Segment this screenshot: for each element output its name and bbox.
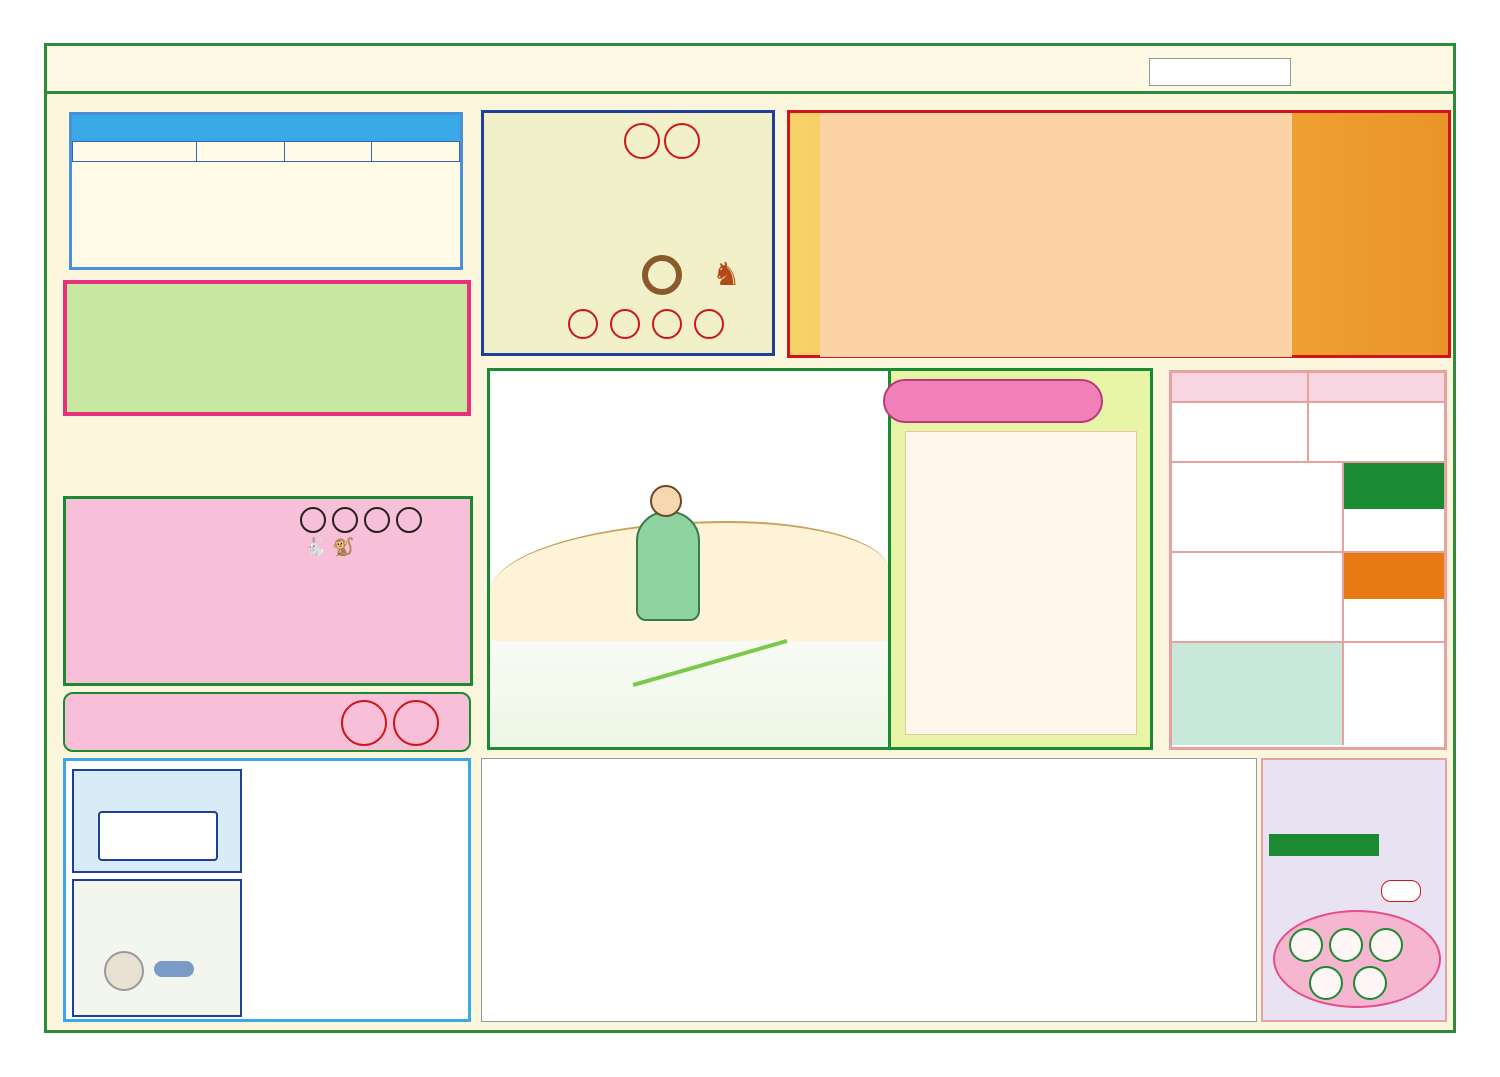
today-header-1 — [1172, 373, 1309, 403]
provide-ball — [694, 309, 724, 339]
header-gate — [73, 142, 197, 162]
sister-ball — [393, 700, 439, 746]
strategy-row-1 — [1289, 928, 1403, 962]
scholar-figure — [636, 511, 700, 621]
today-number-1 — [1172, 463, 1344, 551]
rodent-icon — [154, 961, 194, 977]
lucky-ball — [300, 507, 326, 533]
strategy-panel — [1261, 758, 1447, 1022]
table-header-row — [73, 142, 460, 162]
today-row-47 — [1172, 553, 1444, 643]
rodent-illustration — [72, 879, 242, 1017]
provide-ball — [568, 309, 598, 339]
pick-number — [1344, 643, 1444, 745]
lucky-ball — [396, 507, 422, 533]
today-tag-box-1 — [1344, 463, 1444, 551]
today-row-34 — [1172, 463, 1444, 553]
scholar-head — [650, 485, 682, 517]
special-ball — [664, 123, 700, 159]
book-icon — [98, 811, 218, 861]
bottom-left-panel — [63, 758, 471, 1022]
strategy-tag — [1381, 880, 1421, 902]
provide-numbers — [568, 309, 724, 339]
today-header-2 — [1309, 373, 1444, 403]
weak-table-panel — [69, 112, 463, 270]
sister-panel — [63, 692, 471, 752]
sister-ball — [341, 700, 387, 746]
today-size — [1172, 403, 1309, 463]
weak-table-title — [72, 115, 460, 141]
strategy-ball — [1309, 966, 1343, 1000]
treasure-scroll — [905, 431, 1137, 735]
issue-box — [1149, 58, 1291, 86]
pick-label-box — [1172, 643, 1344, 745]
scholar-illustration — [490, 371, 888, 747]
rooster-icon: ♞ — [712, 255, 741, 293]
provide-ball — [652, 309, 682, 339]
strategy-ball — [1329, 928, 1363, 962]
today-tag-box-2 — [1344, 553, 1444, 641]
strategy-row-2 — [1309, 966, 1387, 1000]
strategy-ball — [1289, 928, 1323, 962]
provide-ball — [610, 309, 640, 339]
number-dot-grid — [698, 761, 1258, 1019]
today-tag-1 — [1344, 463, 1444, 509]
lucky-panel — [63, 496, 473, 686]
today-pick-row — [1172, 643, 1444, 745]
today-number-2 — [1172, 553, 1344, 641]
today-size-row — [1172, 403, 1444, 463]
strategy-oval — [1273, 910, 1441, 1008]
banner-panel — [787, 110, 1451, 358]
header — [47, 46, 1453, 94]
treasure-title — [883, 379, 1103, 423]
lucky-ball — [332, 507, 358, 533]
header-min — [284, 142, 372, 162]
header-give — [372, 142, 460, 162]
treasure-panel — [888, 371, 1150, 747]
today-parity — [1309, 403, 1444, 463]
rock-icon — [104, 951, 144, 991]
book-illustration — [72, 769, 242, 873]
header-max — [197, 142, 285, 162]
today-panel — [1169, 370, 1447, 750]
painting-panel — [487, 368, 1153, 750]
lucky-ball — [364, 507, 390, 533]
zodiac-icons: 🐇 🐒 — [304, 537, 355, 558]
special-panel — [481, 110, 775, 356]
bamboo-stick — [633, 639, 788, 687]
weak-table — [72, 141, 460, 162]
computer-panel — [63, 280, 471, 416]
page-frame — [44, 43, 1456, 1033]
banner-placeholder — [820, 113, 1292, 357]
dot-grid-panel — [481, 758, 1257, 1022]
today-header-row — [1172, 373, 1444, 403]
strategy-subtitle — [1269, 834, 1379, 856]
lucky-numbers — [300, 507, 422, 533]
strategy-ball — [1369, 928, 1403, 962]
snake-icon — [642, 255, 682, 295]
special-ball — [624, 123, 660, 159]
strategy-ball — [1353, 966, 1387, 1000]
special-numbers — [624, 123, 700, 159]
today-tag-2 — [1344, 553, 1444, 599]
sister-numbers — [341, 700, 439, 746]
